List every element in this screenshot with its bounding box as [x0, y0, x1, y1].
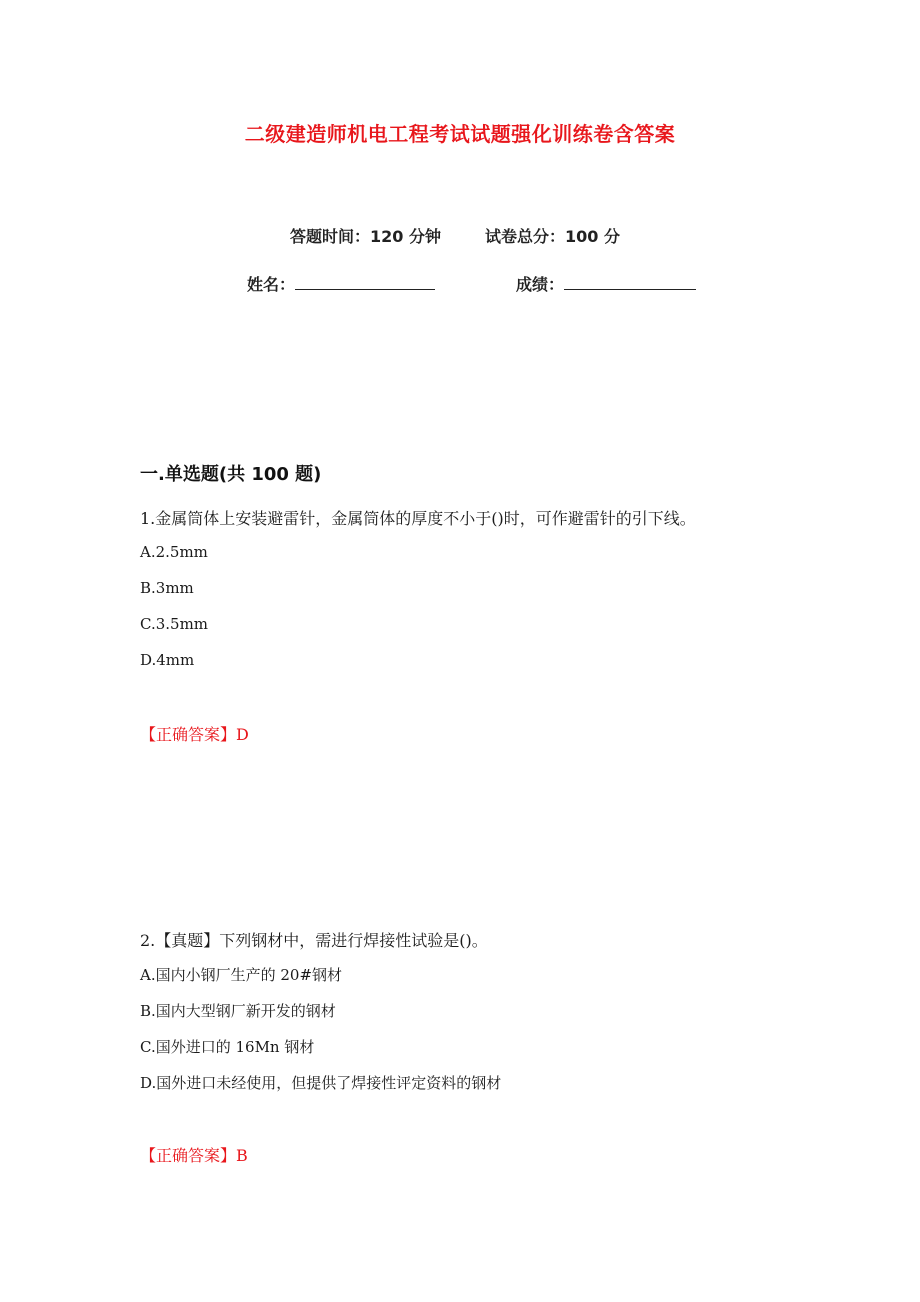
- question-2-option-a: A.国内小钢厂生产的 20#钢材: [140, 966, 343, 984]
- question-2-option-c: C.国外进口的 16Mn 钢材: [140, 1038, 315, 1056]
- name-blank-line: [295, 275, 435, 290]
- document-title: 二级建造师机电工程考试试题强化训练卷含答案: [244, 122, 676, 146]
- question-2-text: 2.【真题】下列钢材中，需进行焊接性试验是()。: [140, 931, 488, 950]
- question-1-option-a: A.2.5mm: [140, 543, 208, 561]
- question-1-answer: 【正确答案】D: [140, 725, 249, 744]
- grade-blank-line: [564, 275, 696, 290]
- question-1-option-d: D.4mm: [140, 651, 195, 669]
- exam-time-label: 答题时间：120 分钟: [290, 227, 441, 246]
- total-score-label: 试卷总分：100 分: [485, 227, 620, 246]
- name-label: 姓名：: [247, 275, 296, 294]
- section-title: 一.单选题(共 100 题): [140, 464, 322, 485]
- name-field: [247, 272, 435, 295]
- question-1-text: 1.金属筒体上安装避雷针，金属筒体的厚度不小于()时，可作避雷针的引下线。: [140, 509, 696, 528]
- question-1-option-b: B.3mm: [140, 579, 194, 597]
- question-1-option-c: C.3.5mm: [140, 615, 209, 633]
- question-2-answer: 【正确答案】B: [140, 1146, 248, 1165]
- question-2-option-d: D.国外进口未经使用，但提供了焊接性评定资料的钢材: [140, 1074, 502, 1092]
- grade-label: 成绩：: [516, 275, 565, 294]
- grade-field: [516, 272, 696, 295]
- question-2-option-b: B.国内大型钢厂新开发的钢材: [140, 1002, 336, 1020]
